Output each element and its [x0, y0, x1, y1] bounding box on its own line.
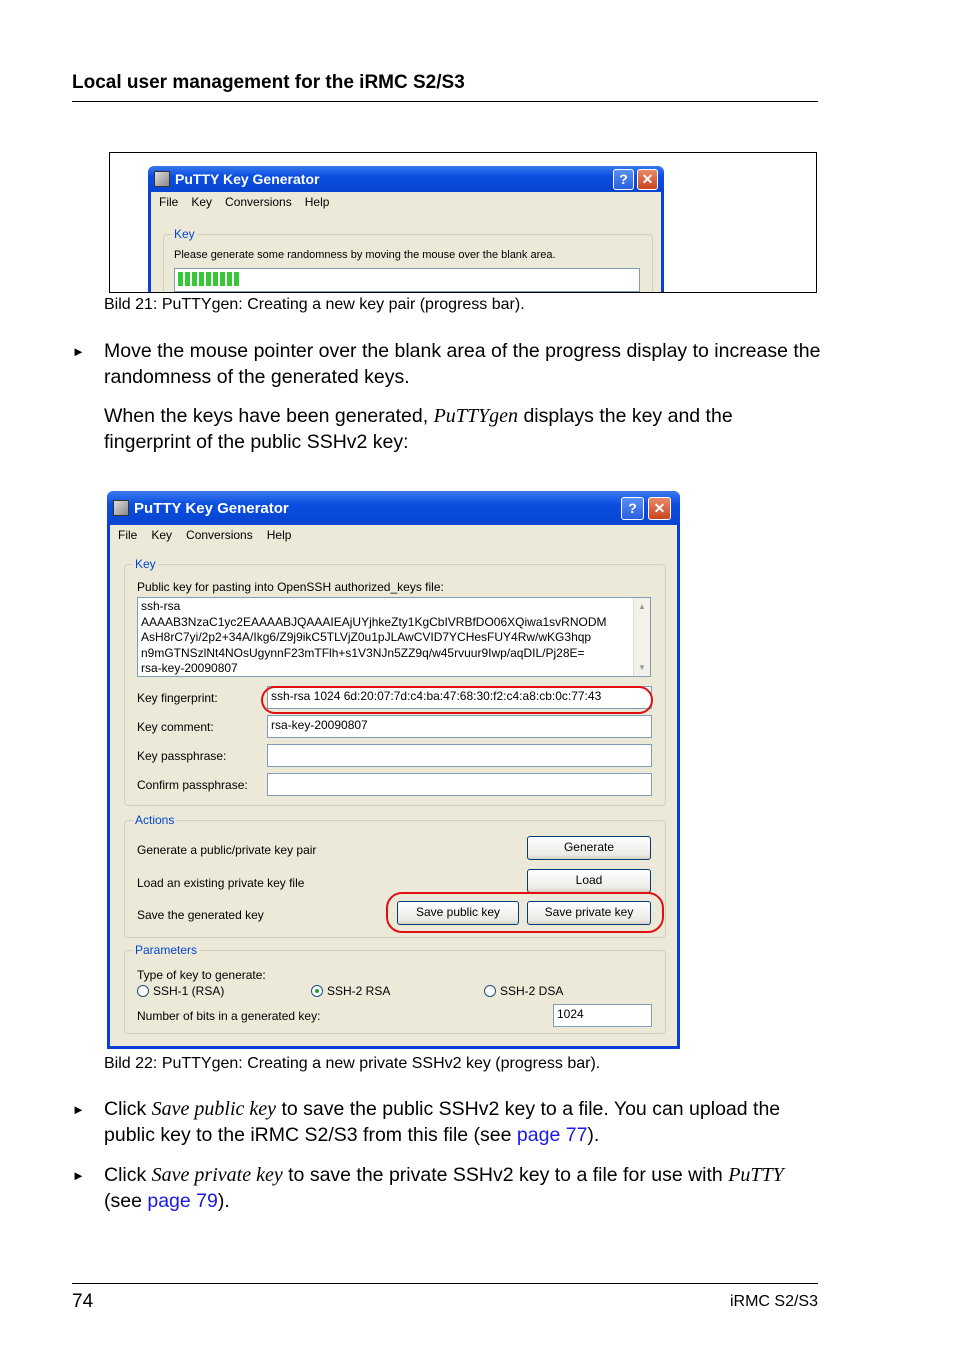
step1-followup-app: PuTTYgen [433, 405, 519, 427]
close-button[interactable]: ✕ [648, 497, 671, 520]
figure1-window-title: PuTTY Key Generator [175, 171, 320, 187]
menu-file[interactable]: File [159, 195, 179, 209]
parameters-group [124, 943, 666, 1034]
key-group-label: Key [135, 557, 156, 571]
figure2-window-title: PuTTY Key Generator [134, 499, 289, 517]
menu-key[interactable]: Key [191, 195, 213, 209]
figure1-frame [109, 152, 817, 293]
figure1-titlebar [148, 166, 664, 192]
bullet-arrow-icon: ► [72, 344, 85, 359]
progress-fill [178, 272, 636, 288]
close-button[interactable]: ✕ [637, 169, 658, 190]
page-77-link[interactable]: page 77 [516, 1124, 588, 1146]
menu-conversions[interactable]: Conversions [225, 195, 292, 209]
step1-followup-pre: When the keys have been generated, [104, 405, 434, 427]
save-private-key-button[interactable]: Save private key [527, 901, 651, 925]
key-comment-label: Key comment: [137, 720, 214, 734]
step3-post: ). [217, 1190, 230, 1212]
bullet-arrow-icon: ► [72, 1168, 85, 1183]
figure1-window [148, 166, 664, 293]
save-public-key-button[interactable]: Save public key [397, 901, 519, 925]
help-button[interactable]: ? [621, 497, 644, 520]
scroll-down-icon[interactable]: ▼ [638, 663, 646, 672]
putty-app-icon [154, 171, 170, 187]
key-passphrase-field[interactable] [267, 744, 652, 767]
public-key-label: Public key for pasting into OpenSSH authorized_keys file: [137, 580, 444, 594]
progress-segment [206, 272, 211, 286]
footer-rule [72, 1283, 818, 1284]
figure1-client [151, 192, 661, 293]
load-button[interactable]: Load [527, 869, 651, 893]
radio-ssh2-rsa-dot [311, 985, 323, 997]
save-buttons-highlight [386, 892, 664, 933]
public-key-textarea[interactable] [137, 597, 651, 677]
step2-post: ). [587, 1124, 600, 1146]
radio-ssh1-label: SSH-1 (RSA) [153, 984, 225, 998]
footer-doc-name: iRMC S2/S3 [729, 1293, 818, 1310]
public-key-line: rsa-key-20090807 [141, 661, 238, 675]
progress-segment [234, 272, 239, 286]
radio-ssh2-dsa-label: SSH-2 DSA [500, 984, 564, 998]
figure2-titlebar [107, 491, 680, 525]
radio-ssh1-dot [137, 985, 149, 997]
fingerprint-field[interactable]: ssh-rsa 1024 6d:20:07:7d:c4:ba:47:68:30:f2:c4:a8:cb:0c:77:43 [267, 686, 652, 709]
radio-ssh1-rsa[interactable] [137, 984, 224, 998]
public-key-line: ssh-rsa [141, 599, 181, 613]
progress-segment [227, 272, 232, 286]
fingerprint-highlight [261, 686, 653, 714]
step1-followup-post: displays the key and the fingerprint of the public SSHv2 key: [104, 405, 733, 453]
figure2-caption: Bild 22: PuTTYgen: Creating a new private SSHv2 key (progress bar). [104, 1055, 601, 1072]
menu-file[interactable]: File [118, 528, 138, 542]
key-type-label: Type of key to generate: [137, 968, 266, 982]
radio-ssh2-rsa[interactable] [311, 984, 390, 998]
public-key-line: n9mGTNSzlNt4NOsUgynnF23mTFlh+s1V3NJn5ZZ9q/w45rvuur9Iwp/aqDIL/Pj28E= [141, 645, 585, 660]
bits-label: Number of bits in a generated key: [137, 1009, 321, 1023]
radio-ssh2-rsa-label: SSH-2 RSA [327, 984, 391, 998]
help-button[interactable]: ? [613, 169, 634, 190]
step1-followup [104, 403, 824, 455]
load-description: Load an existing private key file [137, 876, 305, 890]
public-key-line: AsH8rC7yi/2p2+34A/Ikg6/Z9j9ikC5TLVjZ0u1pJLAwCVID7YCHesFUY4Rw/wKG3hqp [141, 630, 592, 644]
radio-ssh2-dsa-dot [484, 985, 496, 997]
randomness-instruction: Please generate some randomness by moving the mouse over the blank area. [174, 249, 556, 261]
menu-key[interactable]: Key [151, 528, 173, 542]
step1-text: Move the mouse pointer over the blank area of the progress display to increase the randomness of the generated keys. [104, 340, 821, 388]
step3-pre: Click [104, 1164, 152, 1186]
progress-segment [192, 272, 197, 286]
figure1-key-group-label: Key [174, 227, 195, 241]
figure1-menubar [151, 192, 661, 212]
radio-ssh2-dsa[interactable] [484, 984, 563, 998]
step3-putty: PuTTY [728, 1164, 784, 1186]
public-key-line: AAAAB3NzaC1yc2EAAAABJQAAAIEAjUYjhkeZty1KgCbIVRBfDO06XQiwa1svRNODM [141, 614, 607, 629]
step3-mid: to save the private SSHv2 key to a file for use with [282, 1164, 729, 1186]
step3-save-private-key: Save private key [151, 1164, 283, 1186]
figure2-menubar [110, 525, 677, 545]
progress-bar[interactable] [174, 268, 640, 292]
step3-mid2: (see [104, 1190, 148, 1212]
bits-field[interactable]: 1024 [553, 1004, 652, 1027]
putty-app-icon [113, 500, 129, 516]
fingerprint-label: Key fingerprint: [137, 691, 218, 705]
generate-description: Generate a public/private key pair [137, 843, 317, 857]
figure2-window [107, 491, 680, 1049]
public-key-scrollbar[interactable] [633, 598, 650, 676]
save-description: Save the generated key [137, 908, 264, 922]
figure2-client [110, 525, 677, 1046]
menu-conversions[interactable]: Conversions [186, 528, 253, 542]
key-comment-field[interactable]: rsa-key-20090807 [267, 715, 652, 738]
menu-help[interactable]: Help [266, 528, 292, 542]
figure1-key-group [163, 227, 653, 293]
page-number: 74 [72, 1291, 94, 1312]
figure1-caption: Bild 21: PuTTYgen: Creating a new key pair (progress bar). [104, 296, 525, 313]
confirm-passphrase-label: Confirm passphrase: [137, 778, 248, 792]
step3-text [104, 1162, 824, 1214]
actions-group-label: Actions [135, 813, 175, 827]
page-79-link[interactable]: page 79 [147, 1190, 218, 1212]
progress-segment [178, 272, 183, 286]
progress-segment [213, 272, 218, 286]
bullet-arrow-icon: ► [72, 1102, 85, 1117]
step2-pre: Click [104, 1098, 152, 1120]
progress-segment [199, 272, 204, 286]
progress-segment [185, 272, 190, 286]
step2-save-public-key: Save public key [151, 1098, 277, 1120]
running-header: Local user management for the iRMC S2/S3 [72, 72, 465, 93]
confirm-passphrase-field[interactable] [267, 773, 652, 796]
key-passphrase-label: Key passphrase: [137, 749, 227, 763]
header-rule [72, 101, 818, 102]
step2-text [104, 1096, 824, 1148]
step2-mid: to save the public SSHv2 key to a file. You can upload the public key to the iRMC S2/S3 from this file (see [104, 1098, 781, 1146]
generate-button[interactable]: Generate [527, 836, 651, 860]
parameters-group-label: Parameters [135, 943, 198, 957]
key-group [124, 557, 666, 806]
menu-help[interactable]: Help [304, 195, 330, 209]
scroll-up-icon[interactable]: ▲ [638, 602, 646, 611]
progress-segment [220, 272, 225, 286]
